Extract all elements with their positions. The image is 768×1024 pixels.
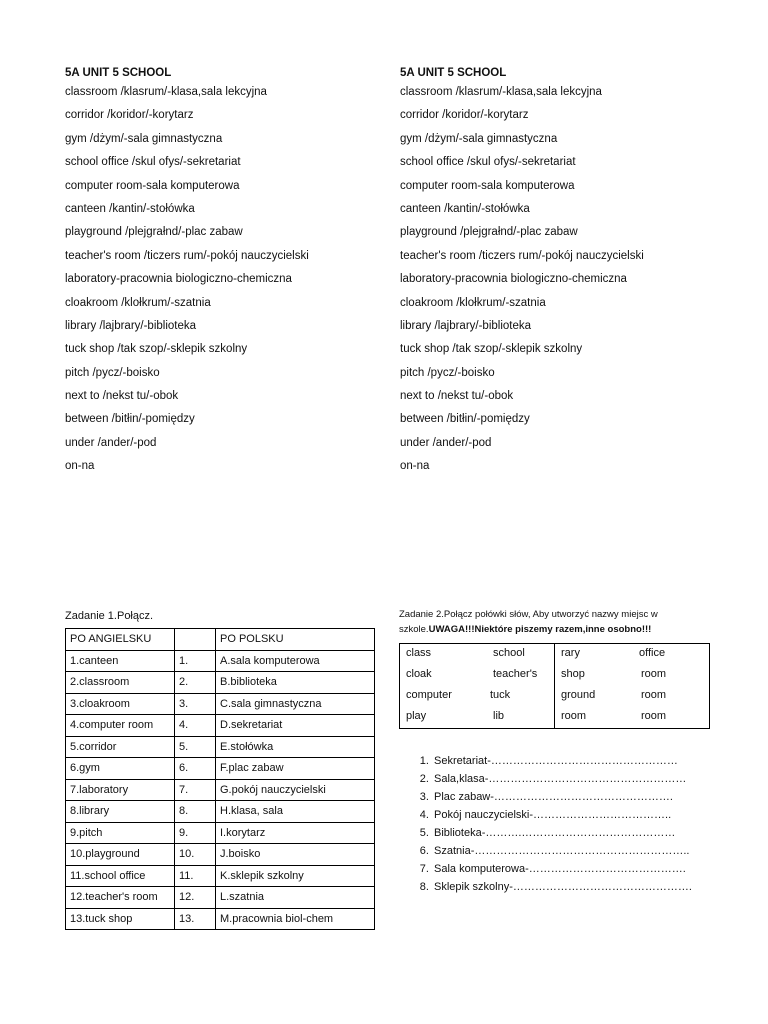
vocab-item: corridor /koridor/-korytarz	[65, 109, 194, 122]
vocab-item: on-na	[400, 460, 430, 473]
english-cell: 10.playground	[66, 844, 175, 866]
word-half: office	[639, 647, 666, 659]
answer-line: 6. Szatnia-…………………………………………………..	[432, 842, 692, 860]
answer-line: 8. Sklepik szkolny-………………………………………….	[432, 878, 692, 896]
vocab-item: laboratory-pracownia biologiczno-chemiczna	[65, 273, 292, 286]
polish-cell: K.sklepik szkolny	[216, 865, 375, 887]
table-row	[66, 865, 375, 887]
vocab-item: between /bitłin/-pomiędzy	[65, 413, 195, 426]
table-row	[66, 801, 375, 823]
english-cell: 12.teacher's room	[66, 887, 175, 909]
vocab-item: canteen /kantin/-stołówka	[65, 202, 195, 215]
polish-cell: E.stołówka	[216, 736, 375, 758]
number-cell: 5.	[175, 736, 216, 758]
table-row	[66, 844, 375, 866]
vocab-item: cloakroom /klołkrum/-szatnia	[400, 296, 546, 309]
word-half: tuck	[490, 689, 511, 701]
vocab-item: classroom /klasrum/-klasa,sala lekcyjna	[65, 86, 267, 98]
word-half: rary	[561, 647, 580, 659]
english-cell: 6.gym	[66, 758, 175, 780]
header-blank	[175, 629, 216, 651]
vocab-item: playground /plejgrałnd/-plac zabaw	[65, 226, 243, 239]
number-cell: 7.	[175, 779, 216, 801]
polish-cell: L.szatnia	[216, 887, 375, 909]
table-row	[66, 887, 375, 909]
vocab-item: school office /skul ofys/-sekretariat	[65, 156, 241, 169]
number-cell: 12.	[175, 887, 216, 909]
vocab-item: teacher's room /ticzers rum/-pokój nauczycielski	[65, 249, 309, 262]
answer-line: 7. Sala komputerowa-…………………………………….	[432, 860, 692, 878]
vocab-item: tuck shop /tak szop/-sklepik szkolny	[400, 343, 583, 356]
english-cell: 5.corridor	[66, 736, 175, 758]
vocab-item: under /ander/-pod	[65, 436, 157, 449]
task2-instruction: Zadanie 2.Połącz połówki słów, Aby utworzyć nazwy miejsc w szkole.	[399, 609, 658, 635]
polish-cell: M.pracownia biol-chem	[216, 908, 375, 930]
vocab-item: cloakroom /klołkrum/-szatnia	[65, 296, 211, 309]
word-halves-box	[399, 643, 710, 729]
english-cell: 8.library	[66, 801, 175, 823]
word-half: room	[641, 689, 667, 701]
table-row	[66, 908, 375, 930]
vocab-item: laboratory-pracownia biologiczno-chemiczna	[400, 273, 627, 286]
table-row	[66, 672, 375, 694]
word-half: play	[406, 710, 427, 722]
answer-list	[414, 752, 692, 896]
word-half: ground	[561, 689, 596, 701]
word-half: cloak	[406, 668, 432, 680]
english-cell: 3.cloakroom	[66, 693, 175, 715]
answer-line: 4. Pokój nauczycielski-………………………………..	[432, 806, 692, 824]
number-cell: 3.	[175, 693, 216, 715]
vocab-title: 5A UNIT 5 SCHOOL	[65, 67, 172, 79]
polish-cell: F.plac zabaw	[216, 758, 375, 780]
word-half: class	[406, 647, 432, 659]
vocab-item: school office /skul ofys/-sekretariat	[400, 156, 576, 169]
word-half: school	[493, 647, 525, 659]
table-header-row	[66, 629, 375, 651]
vocab-item: computer room-sala komputerowa	[65, 179, 240, 192]
vocab-item: library /lajbrary/-biblioteka	[400, 319, 532, 332]
vocab-item: gym /dżym/-sala gimnastyczna	[400, 132, 558, 145]
vocab-item: classroom /klasrum/-klasa,sala lekcyjna	[400, 86, 602, 98]
vocab-item: next to /nekst tu/-obok	[400, 390, 514, 403]
english-cell: 1.canteen	[66, 650, 175, 672]
vocab-item: teacher's room /ticzers rum/-pokój nauczycielski	[400, 249, 644, 262]
polish-cell: D.sekretariat	[216, 715, 375, 737]
answer-line: 3. Plac zabaw-………………………………………….	[432, 788, 692, 806]
vocab-item: next to /nekst tu/-obok	[65, 390, 179, 403]
number-cell: 2.	[175, 672, 216, 694]
word-half: room	[641, 710, 667, 722]
vocab-title: 5A UNIT 5 SCHOOL	[400, 67, 507, 79]
table-row	[66, 650, 375, 672]
answer-line: 5. Biblioteka-……….……………………………………	[432, 824, 692, 842]
word-half: shop	[561, 668, 585, 680]
header-english: PO ANGIELSKU	[66, 629, 175, 651]
answer-line: 1. Sekretariat-……………………………………………	[432, 752, 692, 770]
matching-table	[65, 628, 375, 930]
vocab-item: pitch /pycz/-boisko	[65, 366, 160, 379]
task2-title	[399, 607, 699, 637]
polish-cell: G.pokój nauczycielski	[216, 779, 375, 801]
word-half: room	[561, 710, 587, 722]
word-half: teacher's	[493, 668, 538, 680]
english-cell: 2.classroom	[66, 672, 175, 694]
answer-line: 2. Sala,klasa-………………………………………………	[432, 770, 692, 788]
vocab-item: between /bitłin/-pomiędzy	[400, 413, 530, 426]
vocab-column-right	[400, 66, 700, 483]
english-cell: 13.tuck shop	[66, 908, 175, 930]
vocab-item: under /ander/-pod	[400, 436, 492, 449]
number-cell: 1.	[175, 650, 216, 672]
number-cell: 6.	[175, 758, 216, 780]
header-polish: PO POLSKU	[216, 629, 375, 651]
task2-warning: UWAGA!!!Niektóre piszemy razem,inne osobno!!!	[428, 624, 652, 635]
number-cell: 4.	[175, 715, 216, 737]
box-divider	[554, 644, 555, 728]
english-cell: 11.school office	[66, 865, 175, 887]
polish-cell: H.klasa, sala	[216, 801, 375, 823]
vocab-item: pitch /pycz/-boisko	[400, 366, 495, 379]
polish-cell: A.sala komputerowa	[216, 650, 375, 672]
polish-cell: I.korytarz	[216, 822, 375, 844]
table-row	[66, 779, 375, 801]
polish-cell: J.boisko	[216, 844, 375, 866]
vocab-item: on-na	[65, 460, 95, 473]
vocab-item: gym /dżym/-sala gimnastyczna	[65, 132, 223, 145]
polish-cell: C.sala gimnastyczna	[216, 693, 375, 715]
number-cell: 11.	[175, 865, 216, 887]
english-cell: 7.laboratory	[66, 779, 175, 801]
table-row	[66, 715, 375, 737]
vocab-item: playground /plejgrałnd/-plac zabaw	[400, 226, 578, 239]
table-row	[66, 758, 375, 780]
table-row	[66, 736, 375, 758]
english-cell: 9.pitch	[66, 822, 175, 844]
vocab-item: corridor /koridor/-korytarz	[400, 109, 529, 122]
table-row	[66, 693, 375, 715]
polish-cell: B.biblioteka	[216, 672, 375, 694]
word-half: computer	[406, 689, 452, 701]
number-cell: 8.	[175, 801, 216, 823]
task1-title: Zadanie 1.Połącz.	[65, 610, 154, 622]
number-cell: 13.	[175, 908, 216, 930]
vocab-item: library /lajbrary/-biblioteka	[65, 319, 197, 332]
vocab-item: computer room-sala komputerowa	[400, 179, 575, 192]
word-half: room	[641, 668, 667, 680]
vocab-item: tuck shop /tak szop/-sklepik szkolny	[65, 343, 248, 356]
number-cell: 10.	[175, 844, 216, 866]
vocab-item: canteen /kantin/-stołówka	[400, 202, 530, 215]
vocab-column-left	[65, 66, 365, 483]
table-row	[66, 822, 375, 844]
number-cell: 9.	[175, 822, 216, 844]
english-cell: 4.computer room	[66, 715, 175, 737]
word-half: lib	[493, 710, 505, 722]
